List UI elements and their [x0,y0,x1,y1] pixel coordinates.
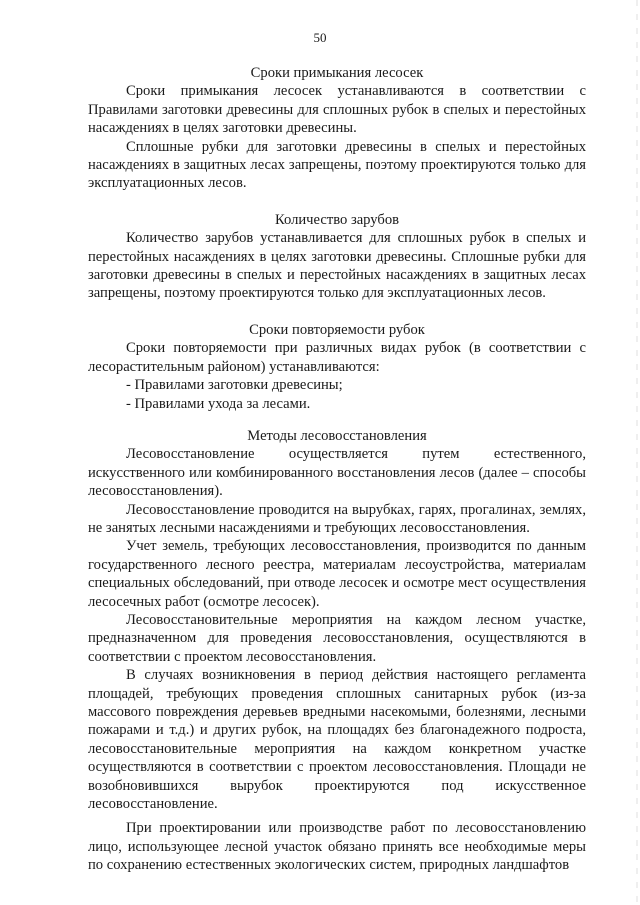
paragraph: Учет земель, требующих лесовосстановления, производится по данным государственного лесного реестра, материалам лесоустройства, материалам специальных обследований, при отводе лесосек и осмотре мест осуществления лесосечных работ (осмотре лесосек). [88,538,586,610]
page-number: 50 [313,30,327,45]
scan-edge-artifact [636,0,638,905]
paragraph: Сроки примыкания лесосек устанавливаются в соответствии с Правилами заготовки древесины для сплошных рубок в спелых и перестойных насаждениях в целях заготовки древесины. [88,83,586,137]
paragraph: Лесовосстановление проводится на вырубках, гарях, прогалинах, землях, не занятых лесными насаждениями и требующих лесовосстановления. [88,501,586,536]
paragraph: Сроки повторяемости при различных видах рубок (в соответствии с лесорастительным районом) устанавливаются: [88,340,586,375]
paragraph: Количество зарубов устанавливается для сплошных рубок в спелых и перестойных насаждениях в целях заготовки древесины. Сплошные рубки для заготовки древесины в спелых и перестойных насаждениях в защитных лесах запрещены, поэтому проектируются только для эксплуатационных лесов. [88,230,586,302]
section-title-repeatability: Сроки повторяемости рубок [249,321,425,338]
paragraph: Сплошные рубки для заготовки древесины в спелых и перестойных насаждениях в защитных лесах запрещены, поэтому проектируются только для эксплуатационных лесов. [88,138,586,192]
document-body [88,64,586,875]
section-title-adjacency: Сроки примыкания лесосек [250,65,424,81]
paragraph: При проектировании или производстве работ по лесовосстановлению лицо, использующее лесной участок обязано принять все необходимые меры по сохранению естественных экологических систем, природных ландшафтов [88,820,586,874]
paragraph: В случаях возникновения в период действия настоящего регламента площадей, требующих проведения сплошных санитарных рубок (из-за массового повреждения деревьев вредными насекомыми, болезнями, лесными пожарами и т.д.) и других рубок, на площадях без благонадежного подроста, лесовосстановительные мероприятия на каждом конкретном участке осуществляются в соответствии с проектом лесовосстановления. Площади не возобновившихся вырубок проектируются под искусственное лесовосстановление. [88,667,586,813]
list-item: - Правилами заготовки древесины; [126,377,343,394]
paragraph: Лесовосстановление осуществляется путем естественного, искусственного или комбинированного восстановления лесов (далее – способы лесовосстановления). [88,446,586,500]
list-item: - Правилами ухода за лесами. [126,395,311,412]
section-title-reforestation-methods: Методы лесовосстановления [247,427,427,444]
section-title-cuts-count: Количество зарубов [274,211,400,228]
paragraph: Лесовосстановительные мероприятия на каждом лесном участке, предназначенном для проведения лесовосстановления, осуществляются в соответствии с проектом лесовосстановления. [88,611,586,665]
